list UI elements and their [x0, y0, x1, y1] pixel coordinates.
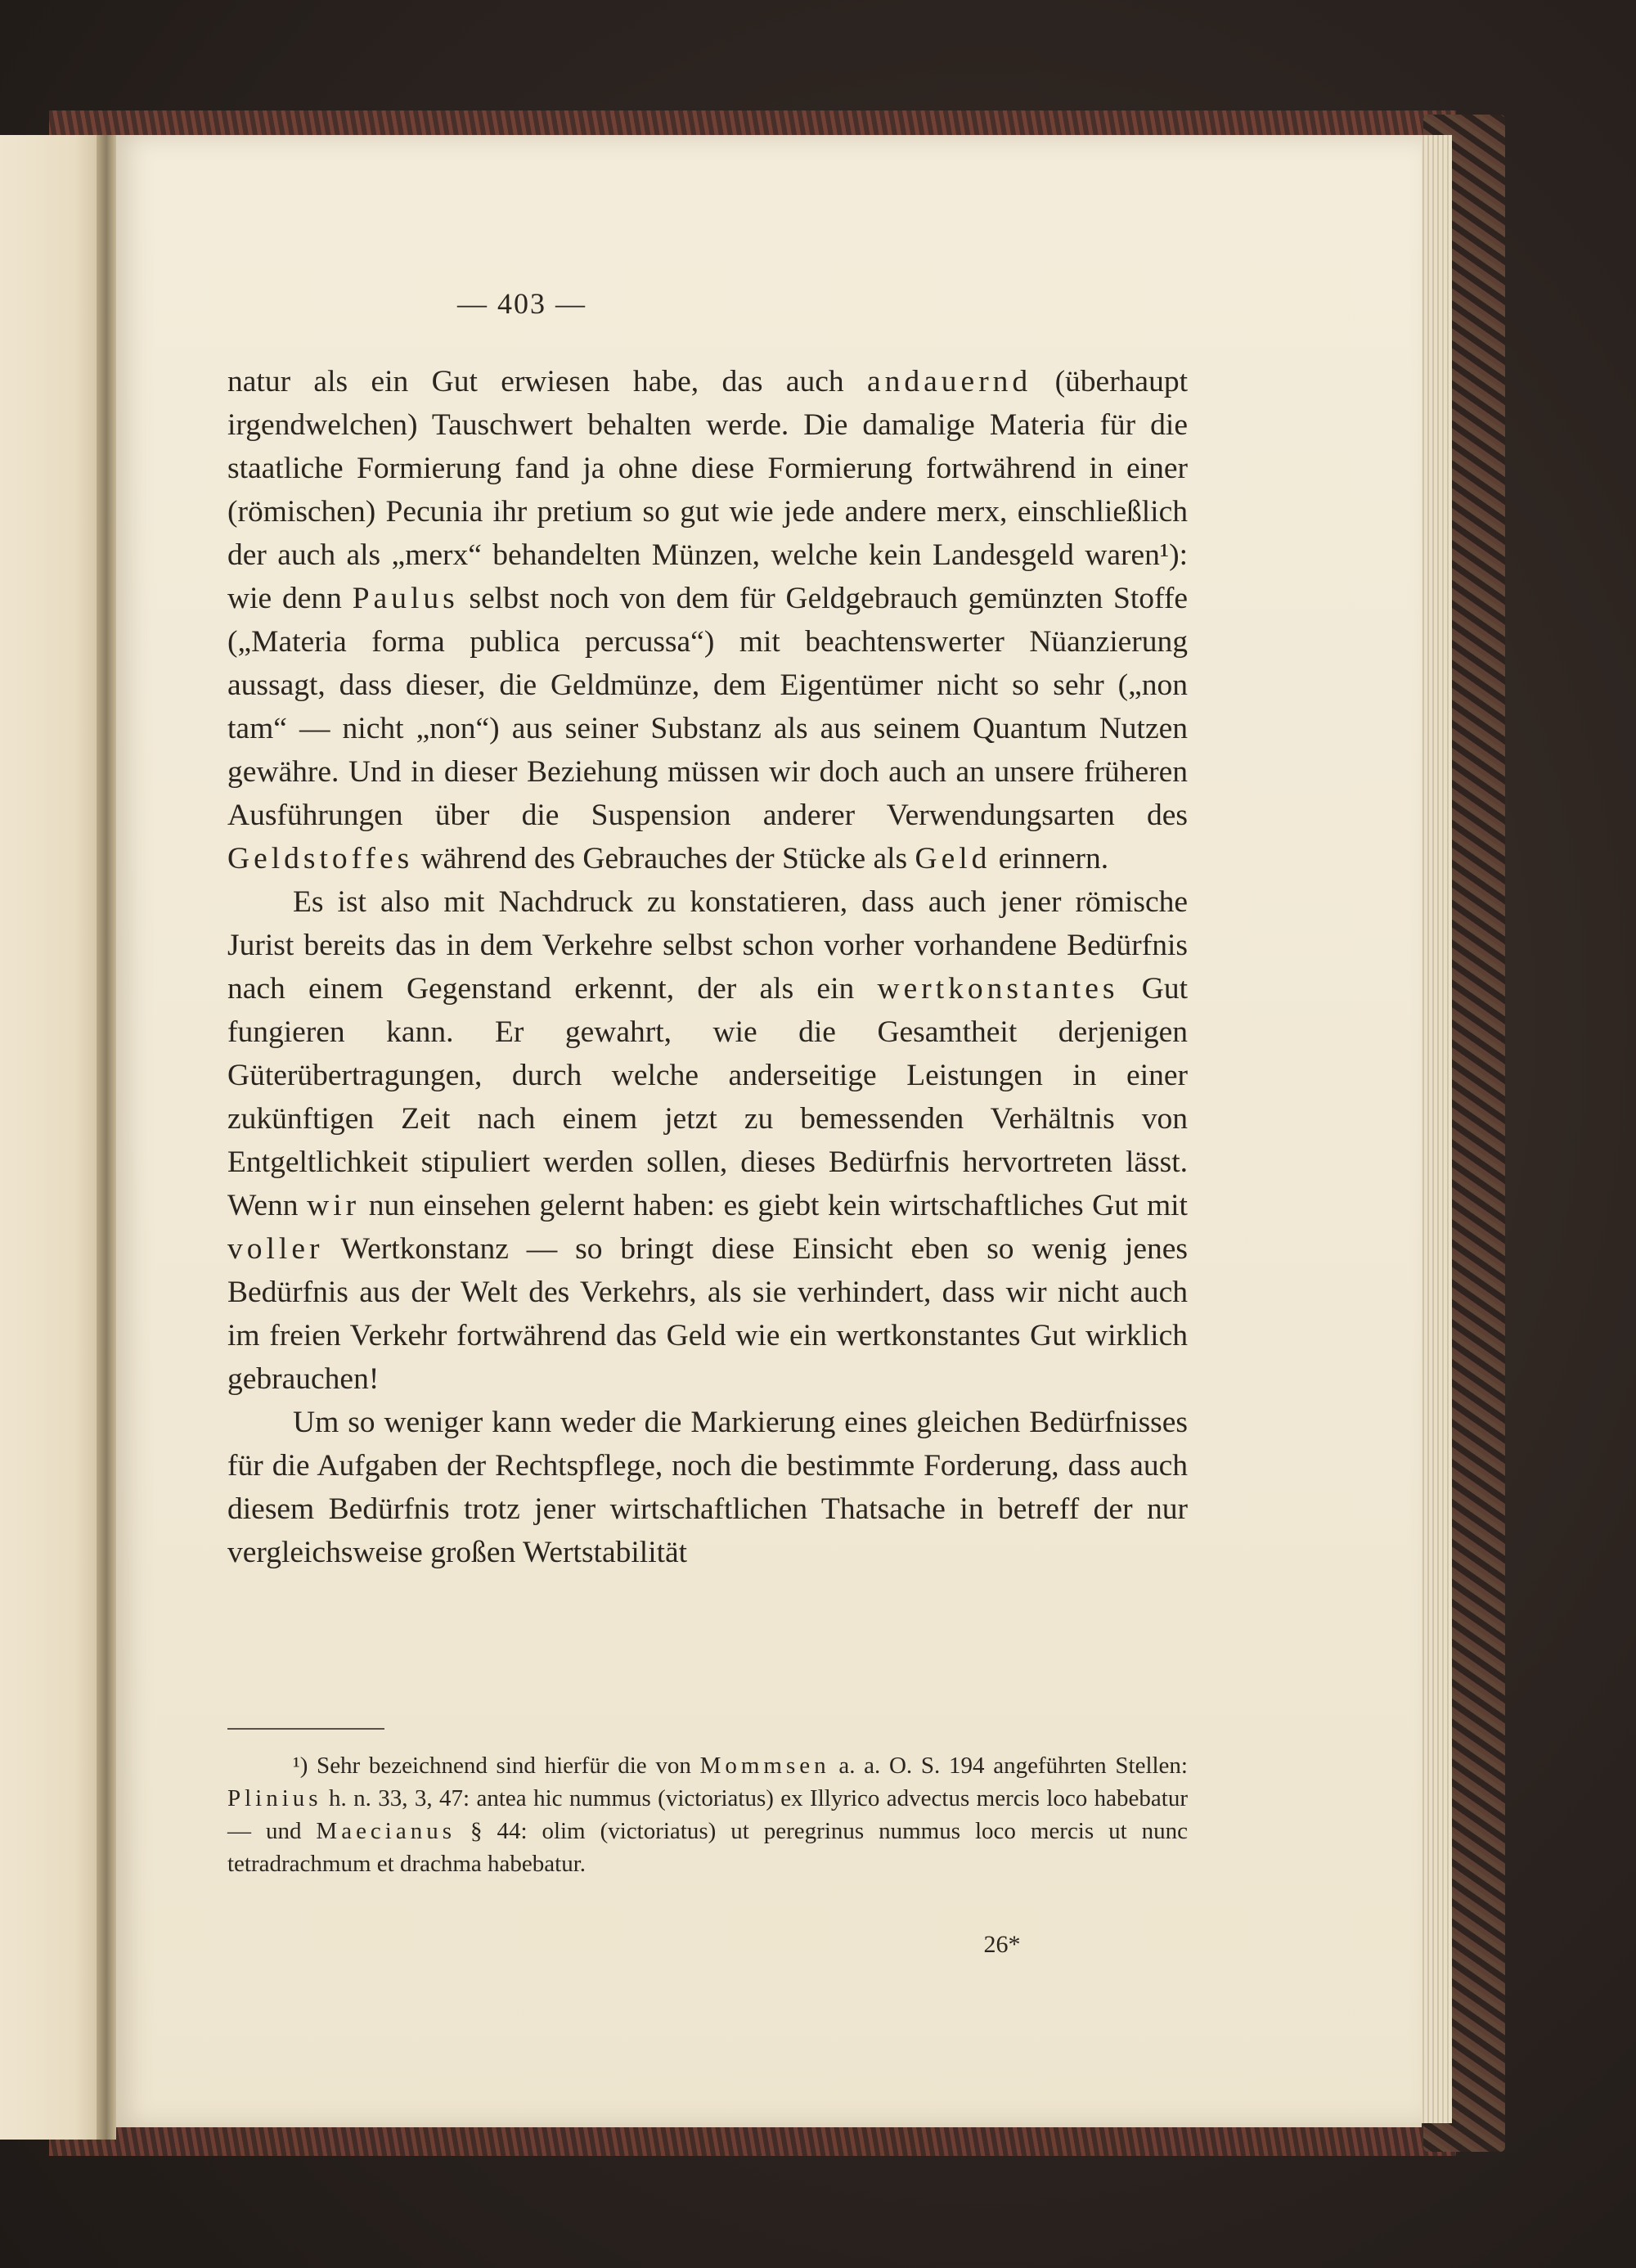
emphasized-text: wertkonstantes — [877, 972, 1119, 1006]
emphasized-text: Geld — [915, 842, 991, 875]
main-text — [227, 360, 1188, 1574]
emphasized-text: Paulus — [352, 582, 459, 615]
book-cover-bottom-edge — [49, 2123, 1456, 2156]
emphasized-text: voller — [227, 1232, 324, 1266]
footnote — [227, 1749, 1188, 1880]
text-segment: h. n. 33, 3, 47: antea hic nummus (victoriatus) ex Illyrico advectus mercis loco habebatur — und — [227, 1785, 1188, 1844]
text-segment: (überhaupt irgendwelchen) Tauschwert behalten werde. Die damalige Materia für die staatliche Formierung fand ja ohne diese Formierung fortwährend in einer (römischen) Pecunia ihr pretium so gut wie jede andere merx, einschließlich der auch als „merx“ behandelten Münzen, welche kein Landesgeld waren¹): wie denn — [227, 365, 1188, 615]
footnote-divider — [227, 1728, 384, 1730]
book-gutter — [97, 135, 116, 2140]
emphasized-text: Maecianus — [316, 1818, 456, 1844]
emphasized-text: Mommsen — [699, 1753, 830, 1779]
paragraph — [227, 360, 1188, 880]
text-segment: a. a. O. S. 194 angeführten Stellen: — [829, 1753, 1188, 1779]
text-segment: Gut fungieren kann. Er gewahrt, wie die Gesamtheit derjenigen Güterübertragungen, durch welche anderseitige Leistungen in einer zukünftigen Zeit nach einem jetzt zu bemessenden Verhältnis von Entgeltlichkeit stipuliert werden sollen, dieses Bedürfnis hervortreten lässt. Wenn — [227, 972, 1188, 1222]
text-segment: Es ist also mit Nachdruck zu konstatieren, dass auch jener römische Jurist bereits das in dem Verkehre selbst schon vorher vorhandene Bedürfnis nach einem Gegenstand erkennt, der als ein — [227, 885, 1188, 1006]
text-segment: natur als ein Gut erwiesen habe, das auch — [227, 365, 868, 398]
text-segment: Um so weniger kann weder die Markierung eines gleichen Bedürfnisses für die Aufgaben der Rechtspflege, noch die bestimmte Forderung, dass auch diesem Bedürfnis trotz jener wirtschaftlichen Thatsache in betreff der nur vergleichsweise großen Wertstabilität — [227, 1406, 1188, 1569]
page-number: — 403 — — [457, 287, 587, 320]
emphasized-text: andauernd — [867, 365, 1032, 398]
text-segment: erinnern. — [991, 842, 1109, 875]
emphasized-text: Geldstoffes — [227, 842, 414, 875]
paragraph — [227, 880, 1188, 1401]
previous-page-edge — [0, 135, 106, 2140]
text-segment: während des Gebrauches der Stücke als — [413, 842, 915, 875]
text-segment: ¹) Sehr bezeichnend sind hierfür die von — [293, 1753, 700, 1779]
signature-mark: 26* — [983, 1931, 1021, 1958]
emphasized-text: Plinius — [227, 1785, 322, 1811]
emphasized-text: wir — [307, 1189, 361, 1222]
paragraph — [227, 1401, 1188, 1574]
text-segment: selbst noch von dem für Geldgebrauch gemünzten Stoffe („Materia forma publica percussa“) mit beachtenswerter Nüanzierung aussagt, dass dieser, die Geldmünze, dem Eigentümer nicht so sehr („non tam“ — nicht „non“) aus seiner Substanz als aus seinem Quantum Nutzen gewähre. Und in dieser Beziehung müssen wir doch auch an unsere früheren Ausführungen über die Suspension anderer Verwendungsarten des — [227, 582, 1188, 832]
text-segment: nun einsehen gelernt haben: es giebt kein wirtschaftliches Gut mit — [360, 1189, 1188, 1222]
page-stack-edge — [1419, 135, 1452, 2123]
text-segment: Wertkonstanz — so bringt diese Einsicht eben so wenig jenes Bedürfnis aus der Welt des Verkehrs, als sie verhindert, dass wir nicht auch im freien Verkehr fortwährend das Geld wie ein wertkonstantes Gut wirklich gebrauchen! — [227, 1232, 1188, 1396]
text-segment: § 44: olim (victoriatus) ut peregrinus nummus loco mercis ut nunc tetradrachmum et drachma habebatur. — [227, 1818, 1188, 1877]
